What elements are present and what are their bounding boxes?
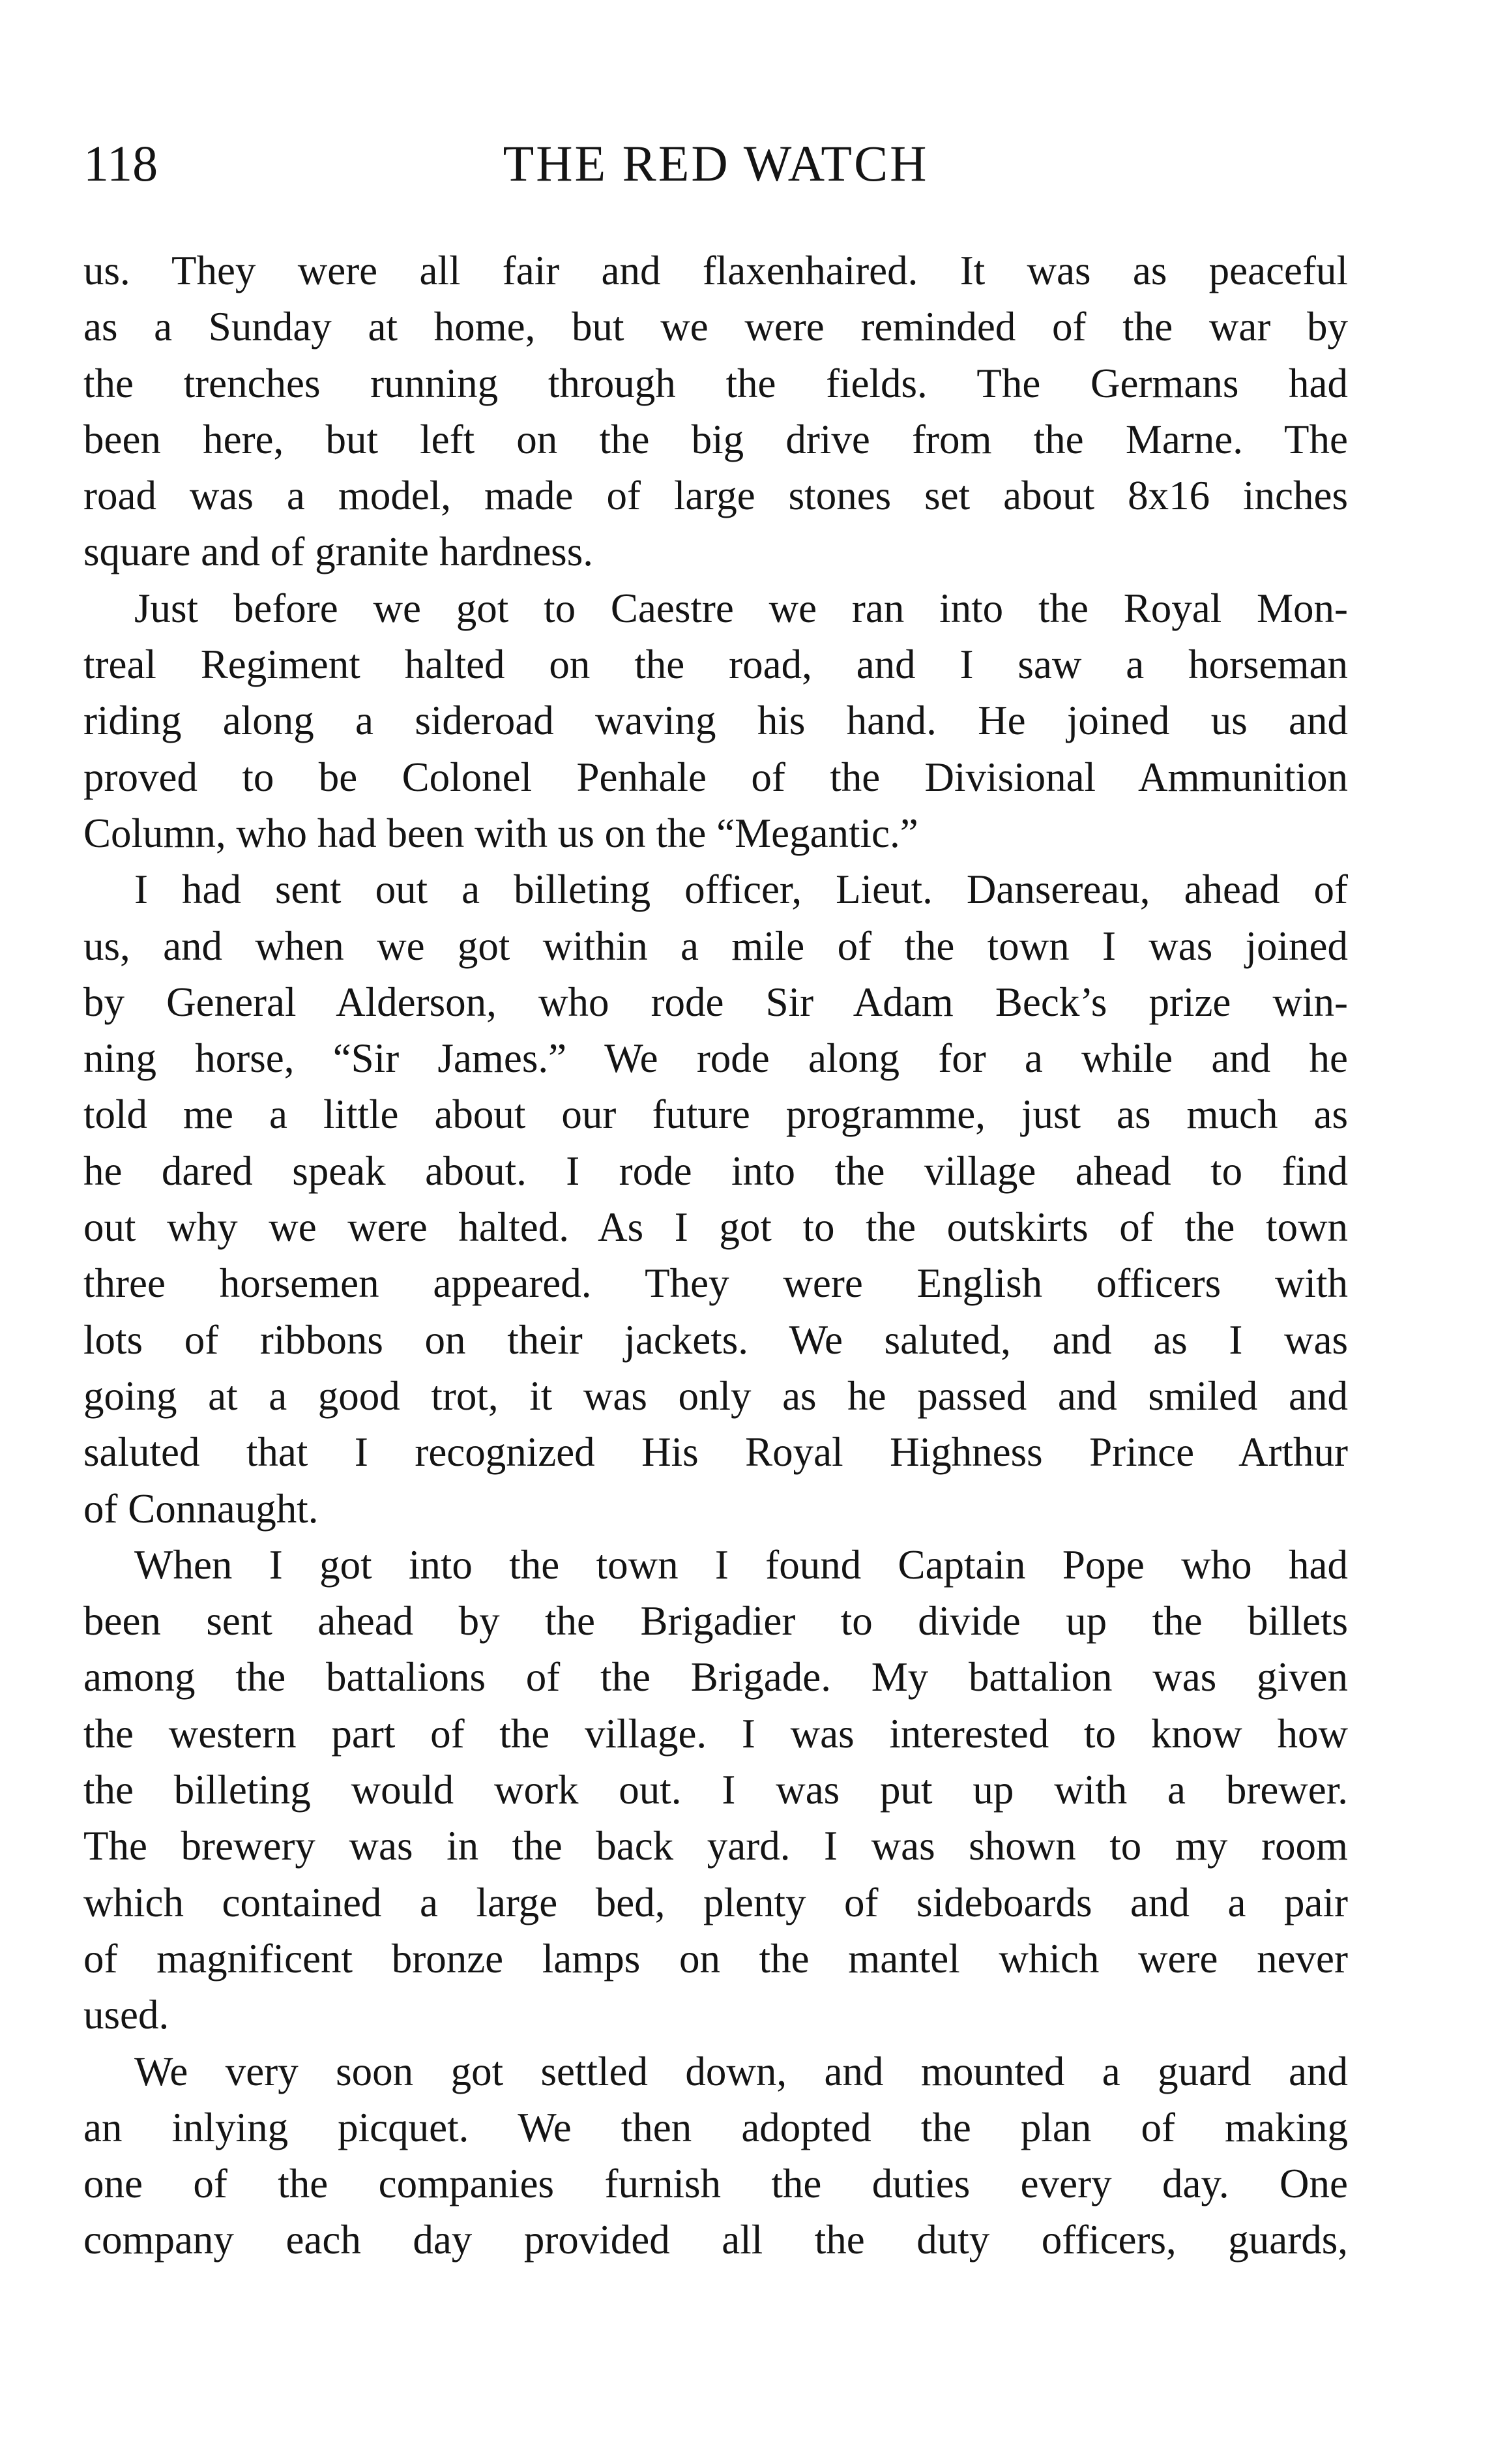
text-line: us. They were all fair and flaxenhaired. It was as peaceful (83, 248, 1348, 293)
text-line: riding along a sideroad waving his hand. He joined us and (83, 698, 1348, 744)
text-line: by General Alderson, who rode Sir Adam Beck’s prize win- (83, 979, 1348, 1025)
text-line: treal Regiment halted on the road, and I saw a horseman (83, 642, 1348, 688)
text-line: company each day provided all the duty officers, guards, (83, 2217, 1348, 2263)
text-line: When I got into the town I found Captain Pope who had (134, 1541, 1348, 1588)
text-line: as a Sunday at home, but we were reminded of the war by (83, 304, 1348, 350)
text-line: Column, who had been with us on the “Megantic.” (83, 810, 918, 856)
text-line: We very soon got settled down, and mounted a guard and (134, 2048, 1348, 2094)
text-line: of Connaught. (83, 1485, 319, 1532)
text-line: told me a little about our future programme, just as much as (83, 1091, 1348, 1138)
text-line: The brewery was in the back yard. I was shown to my room (83, 1823, 1348, 1869)
text-line: been here, but left on the big drive from the Marne. The (83, 416, 1348, 462)
text-line: square and of granite hardness. (83, 529, 593, 575)
text-line: been sent ahead by the Brigadier to divide up the billets (83, 1598, 1348, 1644)
text-line: an inlying picquet. We then adopted the plan of making (83, 2104, 1348, 2150)
text-line: the billeting would work out. I was put up with a brewer. (83, 1767, 1348, 1813)
paragraph (83, 861, 1348, 1537)
paragraph (83, 2043, 1348, 2268)
text-line: proved to be Colonel Penhale of the Divisional Ammunition (83, 754, 1348, 800)
text-line: us, and when we got within a mile of the town I was joined (83, 923, 1348, 969)
text-line: which contained a large bed, plenty of sideboards and a pair (83, 1879, 1348, 1925)
text-line: out why we were halted. As I got to the outskirts of the town (83, 1204, 1348, 1251)
text-line: saluted that I recognized His Royal Highness Prince Arthur (83, 1429, 1348, 1476)
text-line: road was a model, made of large stones set about 8x16 inches (83, 473, 1348, 519)
text-line: I had sent out a billeting officer, Lieut. Dansereau, ahead of (134, 867, 1348, 913)
text-line: the trenches running through the fields. The Germans had (83, 360, 1348, 406)
paragraph (83, 580, 1348, 861)
text-line: Just before we got to Caestre we ran into the Royal Mon- (134, 585, 1348, 631)
paragraph (83, 243, 1348, 580)
text-line: used. (83, 1992, 169, 2038)
running-title: THE RED WATCH (503, 135, 929, 192)
paragraph (83, 1537, 1348, 2043)
text-line: he dared speak about. I rode into the village ahead to find (83, 1148, 1348, 1194)
text-line: the western part of the village. I was interested to know how (83, 1710, 1348, 1757)
text-line: among the battalions of the Brigade. My battalion was given (83, 1654, 1348, 1700)
body-text (83, 243, 1348, 2268)
text-line: three horsemen appeared. They were English officers with (83, 1260, 1348, 1307)
text-line: of magnificent bronze lamps on the mantel which were never (83, 1935, 1348, 1982)
running-head (83, 128, 1348, 200)
text-line: going at a good trot, it was only as he passed and smiled and (83, 1373, 1348, 1419)
text-line: lots of ribbons on their jackets. We saluted, and as I was (83, 1316, 1348, 1363)
text-line: one of the companies furnish the duties every day. One (83, 2161, 1348, 2207)
text-line: ning horse, “Sir James.” We rode along for a while and he (83, 1035, 1348, 1082)
page-number: 118 (83, 135, 158, 192)
